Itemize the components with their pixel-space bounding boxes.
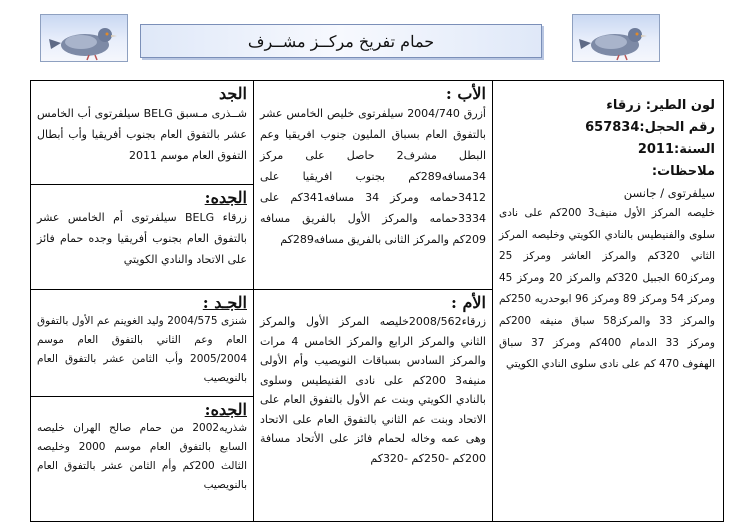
grandsire-paternal-label: الجد (218, 84, 247, 103)
grandsire-maternal-text: شنزى 2004/575 وليد الغوينم عم الأول بالتفوق العام وعم الثاني بالتفوق العام موسم 2005/2004 وأب الثامن عشر بالتفوق العام بالنويصيب (37, 315, 247, 384)
bird-ring-number: رقم الحجل:657834 (585, 120, 715, 135)
pigeon-photo-left (40, 14, 128, 62)
bird-strain: سيلفرتوى / جانسن (623, 186, 715, 200)
dam-label: الأم : (451, 293, 486, 312)
sire-label: الأب : (445, 84, 486, 103)
pigeon-icon (573, 15, 659, 61)
granddam-paternal-label: الجده: (204, 188, 247, 207)
bird-achievements: خليصه المركز الأول منيف3 200كم على نادى سلوى والفنيطيس بالنادي الكويتي وخليصه المركز الثاني 320كم والمركز العاشر ومركز 25 ومركز60 الجبيل 320كم والمركز 20 ومركز 45 ومركز 54 ومركز 89 ومركز 96 ابوحدريه 250كم والمركز 33 والمركز58 سباق منيفه 200كم ومركز 33 الدمام 400كم ومركز 37 سباق الهفوف 470 كم على نادى سلوى النادي الكويتي (499, 207, 716, 371)
dam-cell (254, 289, 492, 521)
pigeon-photo-right (572, 14, 660, 62)
granddam-paternal-text: زرقاء BELG سيلفرتوى أم الخامس عشر بالتفوق العام بجنوب أفريقيا وجده حمام فائز على الاتحاد والنادي الكويتي (37, 211, 247, 266)
parents-column (253, 81, 492, 521)
pedigree-table (30, 80, 724, 522)
bird-info-column (492, 81, 723, 521)
notes-label: ملاحظات: (651, 164, 715, 179)
grandsire-paternal-text: شــذرى مـسبق BELG سيلفرتوى أب الخامس عشر بالتفوق العام بجنوب أفريقيا وأب أبطال التفوق العام موسم 2011 (37, 107, 247, 162)
bird-color: لون الطير: زرقاء (606, 98, 715, 113)
grandparents-column (31, 81, 253, 521)
sire-text: أزرق 2004/740 سيلفرتوى خليص الخامس عشر بالتفوق العام بسباق المليون جنوب افريقيا وعم البطل مشرف2 حاصل على مركز 34مسافه289كم بجنوب افريقيا على 3412حمامه ومركز 34 مسافه341كم على 3334حمامه والمركز الأول بالفريق مسافه 209كم والمركز الثانى بالفريق مسافه289كم (260, 107, 486, 246)
page-title: حمام تفريخ مركــز مشــرف (247, 31, 435, 51)
granddam-maternal-text: شذريه2002 من حمام صالح الهران خليصه السابع بالتفوق العام موسم 2000 وخليصه الثالث 200كم وأم الثامن عشر بالتفوق العام بالنويصيب (37, 422, 247, 491)
granddam-maternal-cell (31, 396, 253, 521)
sire-cell (254, 81, 492, 289)
grandsire-maternal-label: الجـد : (202, 293, 247, 312)
dam-text: زرقاء2008/562خليصه المركز الأول والمركز الثاني والمركز الرابع والمركز الخامس 4 مرات والمركز السادس بسباقات النويصيب وأم الأولى منيفه3 200كم على نادى الفنيطيس وسلوى بالنادي الكويتي وبنت عم الأول بالتفوق العام على الاتحاد وبنت عم الثاني بالتفوق العام على الاتحاد وهى عمه وخاله لحمام فائز على الأتحاد مسافة 200كم -250كم -320كم (260, 315, 487, 465)
title-banner (140, 24, 542, 58)
grandsire-paternal-cell (31, 81, 253, 184)
grandsire-maternal-cell (31, 289, 253, 396)
granddam-paternal-cell (31, 184, 253, 289)
bird-year: السنة:2011 (637, 142, 715, 157)
pigeon-icon (41, 15, 127, 61)
granddam-maternal-label: الجده: (204, 400, 247, 419)
